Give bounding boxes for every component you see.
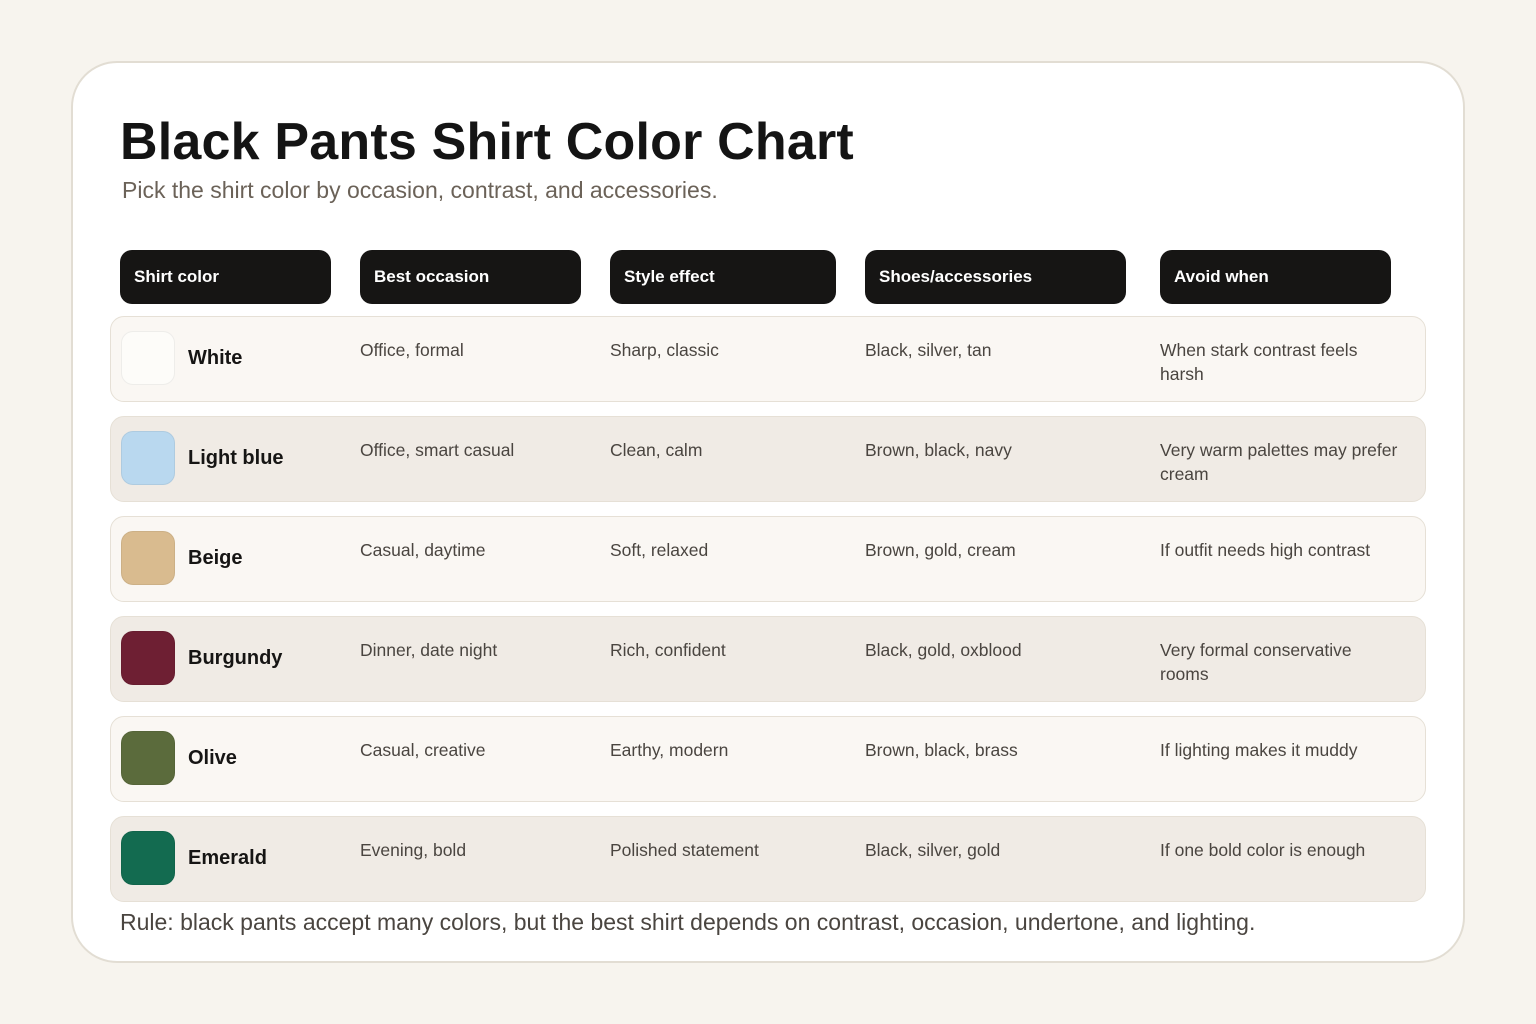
color-swatch: [121, 731, 175, 785]
color-swatch: [121, 831, 175, 885]
header-shoes-accessories: Shoes/accessories: [865, 250, 1126, 304]
avoid-when-cell: When stark contrast feels harsh: [1160, 340, 1358, 384]
color-swatch: [121, 331, 175, 385]
avoid-when-cell: If lighting makes it muddy: [1160, 740, 1358, 760]
style-effect-cell: Sharp, classic: [610, 340, 719, 360]
shirt-color-name: Burgundy: [188, 647, 283, 669]
shoes-accessories-cell: Brown, black, navy: [865, 440, 1012, 460]
table-row-light-blue: [110, 416, 1426, 502]
avoid-when-cell: If one bold color is enough: [1160, 840, 1366, 860]
shoes-accessories-cell: Black, silver, gold: [865, 840, 1001, 860]
best-occasion-cell: Dinner, date night: [360, 640, 498, 660]
color-swatch: [121, 531, 175, 585]
table-row-beige: [110, 516, 1426, 602]
footer-rule-note: Rule: black pants accept many colors, but the best shirt depends on contrast, occasion, undertone, and lighting.: [120, 909, 1256, 935]
page-title: Black Pants Shirt Color Chart: [120, 113, 854, 171]
shoes-accessories-cell: Black, gold, oxblood: [865, 640, 1022, 660]
avoid-when-cell: If outfit needs high contrast: [1160, 540, 1371, 560]
shirt-color-name: Beige: [188, 547, 243, 569]
style-effect-cell: Soft, relaxed: [610, 540, 709, 560]
avoid-when-cell: Very formal conservative rooms: [1160, 640, 1352, 684]
style-effect-cell: Rich, confident: [610, 640, 726, 660]
shoes-accessories-cell: Black, silver, tan: [865, 340, 992, 360]
table-row-white: [110, 316, 1426, 402]
table-row-emerald: [110, 816, 1426, 902]
style-effect-cell: Polished statement: [610, 840, 759, 860]
color-swatch: [121, 631, 175, 685]
shoes-accessories-cell: Brown, black, brass: [865, 740, 1018, 760]
shirt-color-name: White: [188, 347, 243, 369]
avoid-when-cell: Very warm palettes may prefer cream: [1160, 440, 1398, 484]
best-occasion-cell: Casual, daytime: [360, 540, 486, 560]
header-shirt-color: Shirt color: [120, 250, 331, 304]
header-style-effect: Style effect: [610, 250, 836, 304]
best-occasion-cell: Office, smart casual: [360, 440, 515, 460]
best-occasion-cell: Evening, bold: [360, 840, 467, 860]
header-avoid-when: Avoid when: [1160, 250, 1391, 304]
shirt-color-name: Light blue: [188, 447, 284, 469]
style-effect-cell: Earthy, modern: [610, 740, 729, 760]
table-row-burgundy: [110, 616, 1426, 702]
style-effect-cell: Clean, calm: [610, 440, 703, 460]
page-subtitle: Pick the shirt color by occasion, contrast, and accessories.: [122, 177, 718, 203]
best-occasion-cell: Casual, creative: [360, 740, 486, 760]
best-occasion-cell: Office, formal: [360, 340, 464, 360]
header-best-occasion: Best occasion: [360, 250, 581, 304]
color-swatch: [121, 431, 175, 485]
table-row-olive: [110, 716, 1426, 802]
shirt-color-name: Olive: [188, 747, 237, 769]
shoes-accessories-cell: Brown, gold, cream: [865, 540, 1016, 560]
shirt-color-name: Emerald: [188, 847, 267, 869]
